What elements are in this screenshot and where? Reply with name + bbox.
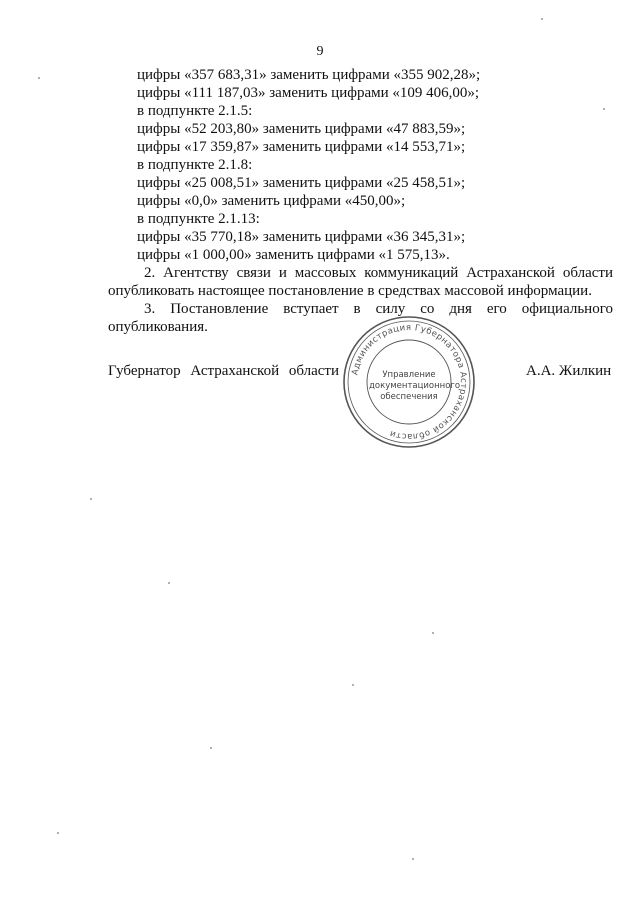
subsection-heading: в подпункте 2.1.8:: [137, 157, 253, 173]
signatory-title: Губернатор Астраханской области: [108, 363, 340, 379]
amendment-line: цифры «111 187,03» заменить цифрами «109 406,00»;: [137, 85, 480, 101]
scan-speck: [57, 832, 59, 834]
scan-speck: [603, 108, 605, 110]
paragraph-effective-date: 3. Постановление вступает в силу со дня его официального опубликования.: [108, 301, 613, 335]
scan-speck: [541, 18, 543, 20]
seal-center-text: [369, 370, 461, 403]
signatory-name: А.А. Жилкин: [526, 363, 612, 379]
amendment-line: цифры «1 000,00» заменить цифрами «1 575,13».: [137, 247, 450, 263]
seal-center-line: документационного: [369, 381, 461, 391]
official-seal: [341, 314, 477, 450]
subsection-heading: в подпункте 2.1.13:: [137, 211, 260, 227]
amendment-line: цифры «357 683,31» заменить цифрами «355 902,28»;: [137, 67, 481, 83]
amendment-line: цифры «17 359,87» заменить цифрами «14 553,71»;: [137, 139, 466, 155]
amendment-line: цифры «52 203,80» заменить цифрами «47 883,59»;: [137, 121, 466, 137]
seal-center-line: обеспечения: [380, 392, 438, 402]
amendment-line: цифры «0,0» заменить цифрами «450,00»;: [137, 193, 406, 209]
seal-ring-text: Администрация Губернатора Астраханской области: [350, 322, 469, 442]
subsection-heading: в подпункте 2.1.5:: [137, 103, 253, 119]
amendment-line: цифры «35 770,18» заменить цифрами «36 345,31»;: [137, 229, 466, 245]
amendment-line: цифры «25 008,51» заменить цифрами «25 458,51»;: [137, 175, 466, 191]
seal-center-line: Управление: [382, 370, 436, 380]
scan-speck: [432, 632, 434, 634]
scan-speck: [412, 858, 414, 860]
scan-speck: [210, 747, 212, 749]
scan-speck: [352, 684, 354, 686]
page-number: 9: [316, 44, 324, 59]
paragraph-publication: 2. Агентству связи и массовых коммуникаций Астраханской области опубликовать настоящее постановление в средствах массовой информации.: [108, 265, 613, 299]
scan-speck: [38, 77, 40, 79]
scan-speck: [168, 582, 170, 584]
scan-speck: [90, 498, 92, 500]
